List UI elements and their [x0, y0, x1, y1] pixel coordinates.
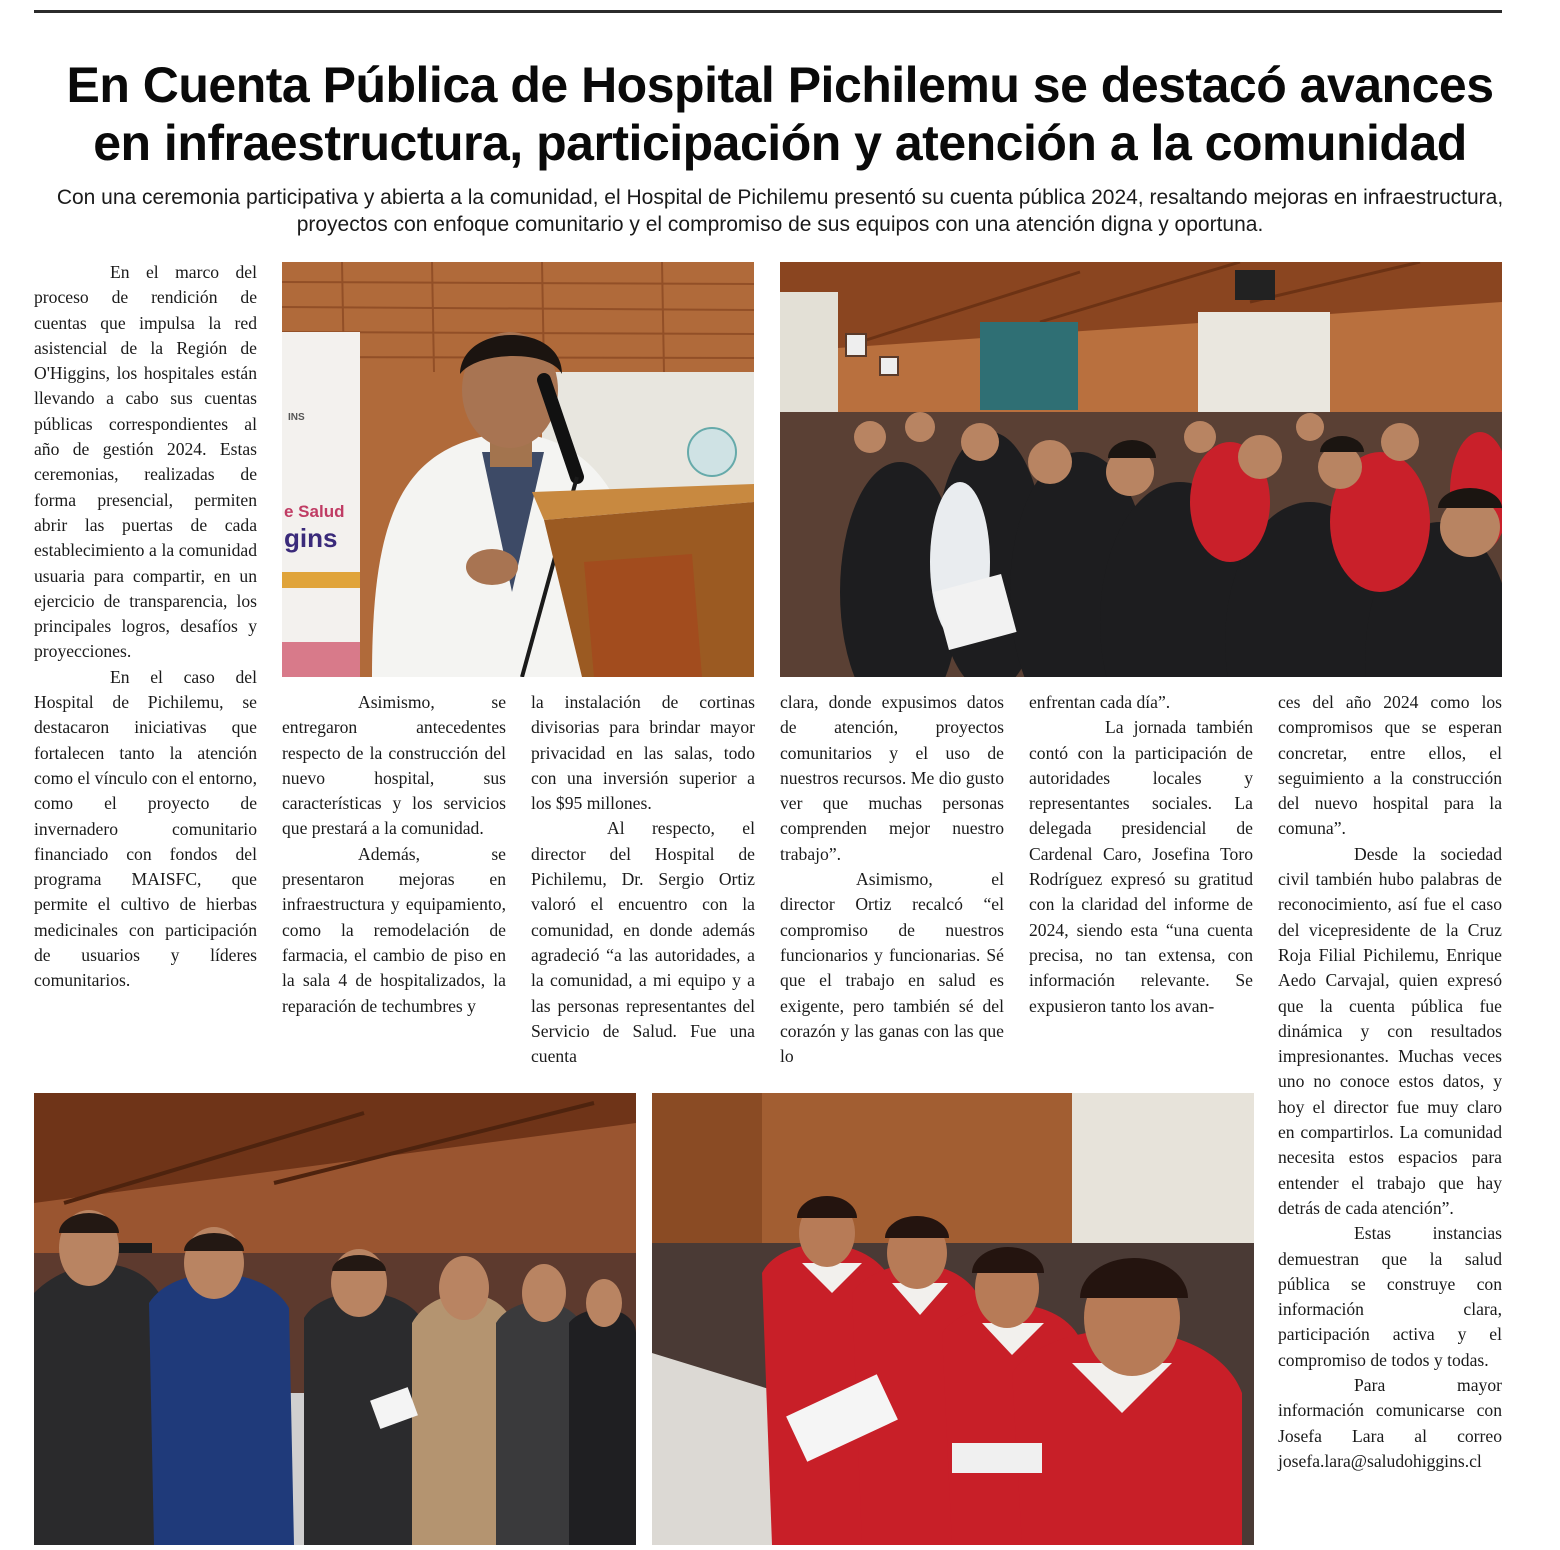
banner-text-ins: INS [288, 412, 305, 423]
paragraph: En el caso del Hospital de Pichilemu, se destacaron iniciativas que fortalecen tanto la atención como el vínculo con el entorno, como el proyecto de invernadero comunitario financiado con fondos del programa MAISFC, que permite el cultivo de hierbas medicinales con participación de usuarios y líderes comunitarios. [34, 666, 257, 991]
subheadline-line-2: proyectos con enfoque comunitario y el compromiso de sus equipos con una atención digna y oportuna. [296, 213, 1264, 236]
headline-line-1: En Cuenta Pública de Hospital Pichilemu se destacó avances [66, 57, 1494, 113]
photo-authorities-standing [34, 1093, 636, 1545]
photo-red-cross-volunteers [652, 1093, 1254, 1545]
paragraph-continued: enfrentan cada día”. [1029, 692, 1171, 712]
top-rule [34, 10, 1502, 13]
paragraph: Al respecto, el director del Hospital de Pichilemu, Dr. Sergio Ortiz valoró el encuentro con la comunidad, en donde además agradeció “a las autoridades, a la comunidad, a mi equipo y a las personas representantes del Servicio de Salud. Fue una cuenta [531, 818, 755, 1067]
subheadline [40, 184, 1520, 238]
article-column-4 [780, 690, 1004, 1069]
paragraph: La jornada también contó con la participación de autoridades locales y representantes sociales. La delegada presidencial de Cardenal Caro, Josefina Toro Rodríguez expresó su gratitud con la claridad del informe de 2024, siendo esta “una cuenta precisa, no tan extensa, con información relevante. Se expusieron tanto los avan- [1029, 717, 1253, 1016]
paragraph: Además, se presentaron mejoras en infraestructura y equipamiento, como la remodelación de farmacia, el cambio de piso en la sala 4 de hospitalizados, la reparación de techumbres y [282, 843, 506, 1016]
article-column-1 [34, 260, 257, 994]
paragraph: Para mayor información comunicarse con Josefa Lara al correo josefa.lara@saludohiggins.cl [1278, 1375, 1502, 1471]
paragraph: Asimismo, el director Ortiz recalcó “el compromiso de nuestros funcionarios y funcionarias. Sé que el trabajo en salud es exigente, pero también sé del corazón y las ganas con las que lo [780, 869, 1004, 1067]
paragraph-continued: ces del año 2024 como los compromisos que se esperan concretar, entre ellos, el seguimiento a la construcción del nuevo hospital para la comuna”. [1278, 692, 1502, 839]
paragraph: Estas instancias demuestran que la salud pública se construye con información clara, participación activa y el compromiso de todos y todas. [1278, 1223, 1502, 1370]
headline [20, 56, 1540, 172]
article-column-5 [1029, 690, 1253, 1019]
article-column-6 [1278, 690, 1502, 1474]
banner-text-gins: gins [284, 523, 338, 553]
paragraph: Asimismo, se entregaron antecedentes respecto de la construcción del nuevo hospital, sus características y los servicios que prestará a la comunidad. [282, 692, 506, 839]
paragraph: Desde la sociedad civil también hubo palabras de reconocimiento, así fue el caso del vicepresidente de la Cruz Roja Filial Pichilemu, Enrique Aedo Carvajal, quien expresó que la cuenta pública fue dinámica y con resultados impresionantes. Muchas veces uno no conoce estos datos, y hoy el director fue muy claro en compartirlos. La comunidad necesita estos espacios para entender el trabajo que hay detrás de cada atención”. [1278, 843, 1502, 1218]
article-column-3 [531, 690, 755, 1069]
article-column-2 [282, 690, 506, 1019]
photo-speaker-at-podium [282, 262, 754, 677]
photo-seated-audience [780, 262, 1502, 677]
paragraph-continued: clara, donde expusimos datos de atención, proyectos comunitarios y el uso de nuestros recursos. Me dio gusto ver que muchas personas comprenden mejor nuestro trabajo”. [780, 692, 1004, 864]
subheadline-line-1: Con una ceremonia participativa y abierta a la comunidad, el Hospital de Pichilemu presentó su cuenta pública 2024, resaltando mejoras en infraestructura, [56, 186, 1504, 209]
headline-line-2: en infraestructura, participación y atención a la comunidad [93, 115, 1467, 171]
paragraph: En el marco del proceso de rendición de cuentas que impulsa la red asistencial de la Región de O'Higgins, los hospitales están llevando a cabo sus cuentas públicas correspondientes al año de gestión 2024. Estas ceremonias, realizadas de forma presencial, permiten abrir las puertas de cada establecimiento a la comunidad usuaria para compartir, en un ejercicio de transparencia, los principales logros, desafíos y proyecciones. [34, 262, 257, 662]
banner-text-salud: e Salud [284, 502, 345, 521]
paragraph-continued: la instalación de cortinas divisorias para brindar mayor privacidad en las salas, todo con una inversión superior a los $95 millones. [531, 692, 755, 814]
